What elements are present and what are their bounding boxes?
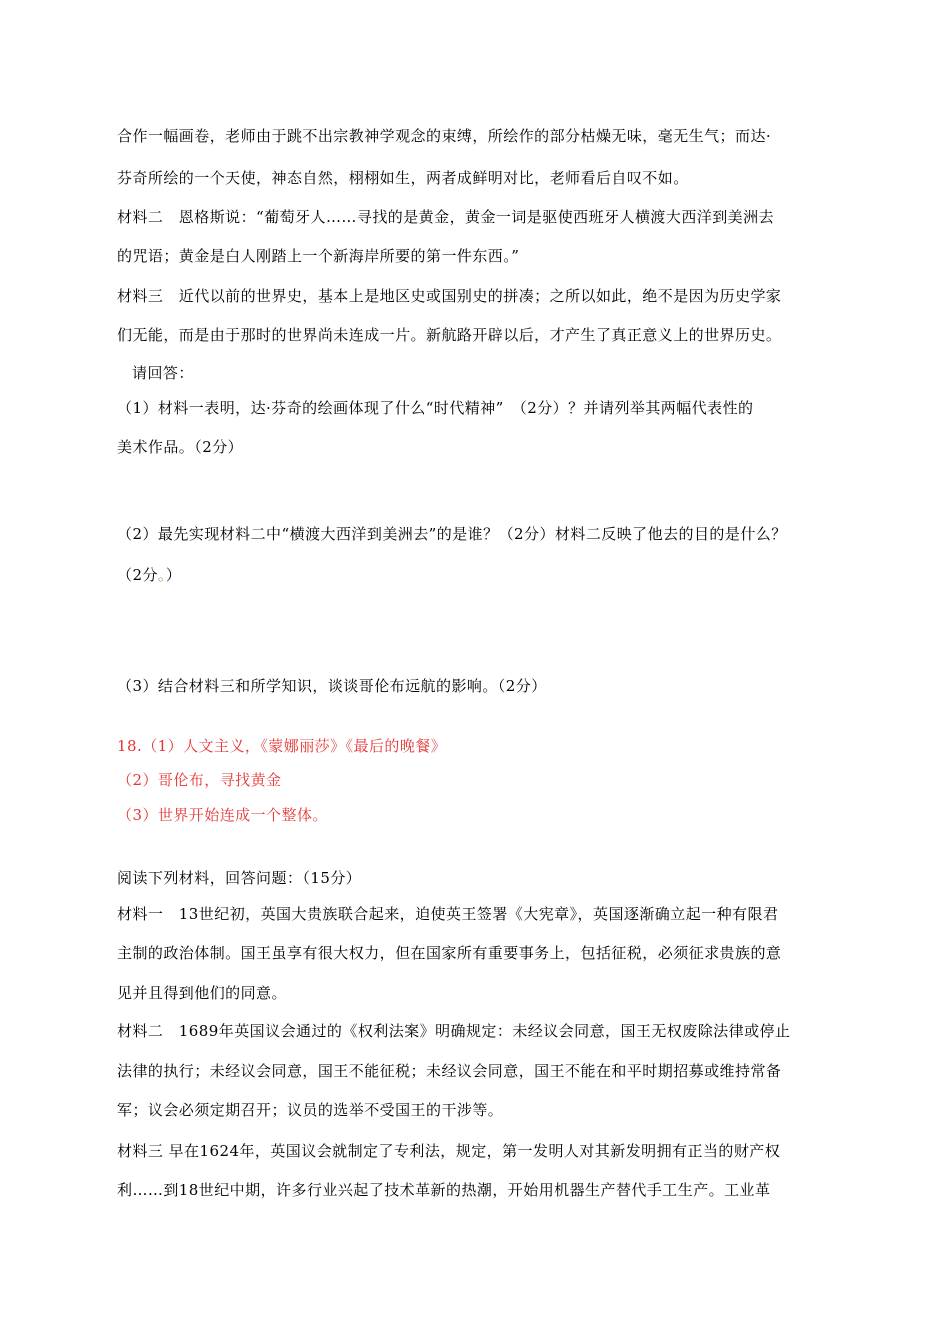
material-text-line: 法律的执行；未经议会同意，国王不能征税；未经议会同意，国王不能在和平时期招募或维持常备 [117,1062,782,1080]
material-text-line: 材料二 1689年英国议会通过的《权利法案》明确规定：未经议会同意，国王无权废除法律或停止 [117,1022,791,1040]
question-3-line: （3）结合材料三和所学知识，谈谈哥伦布远航的影响。（2分） [117,677,547,695]
question-1-line: 美术作品。（2分） [117,438,244,456]
material-three-line: 们无能，而是由于那时的世界尚未连成一片。新航路开辟以后，才产生了真正意义上的世界历史。 [117,326,782,344]
material-text-line: 军；议会必须定期召开；议员的选举不受国王的干涉等。 [117,1101,504,1119]
material-text-line: 芬奇所绘的一个天使，神态自然，栩栩如生，两者成鲜明对比，老师看后自叹不如。 [117,169,689,187]
material-two-line: 的咒语；黄金是白人刚踏上一个新海岸所要的第一件东西。” [117,247,520,265]
answer-line: 18.（1）人文主义，《蒙娜丽莎》《最后的晚餐》 [117,737,447,755]
question-2-text-end: ） [165,566,182,584]
answer-line: （3）世界开始连成一个整体。 [117,806,328,824]
material-text-line: 材料三 早在1624年，英国议会就制定了专利法，规定，第一发明人对其新发明拥有正当的财产权 [117,1142,781,1160]
material-three-line: 材料三 近代以前的世界史，基本上是地区史或国别史的拼凑；之所以如此，绝不是因为历史学家 [117,287,782,305]
material-text-line: 合作一幅画卷，老师由于跳不出宗教神学观念的束缚，所绘作的部分枯燥无味，毫无生气；而达· [117,127,772,145]
stray-mark: 。 [157,566,166,584]
material-text-line: 材料一 13世纪初，英国大贵族联合起来，迫使英王签署《大宪章》，英国逐渐确立起一种有限君 [117,905,779,923]
material-two-line: 材料二 恩格斯说：“葡萄牙人……寻找的是黄金，黄金一词是驱使西班牙人横渡大西洋到美洲去 [117,208,775,226]
question-2-line: （2）最先实现材料二中“横渡大西洋到美洲去”的是谁？（2分）材料二反映了他去的目的是什么？ [117,525,787,543]
material-text-line: 利……到18世纪中期，许多行业兴起了技术革新的热潮，开始用机器生产替代手工生产。工业革 [117,1181,771,1199]
section-heading: 阅读下列材料，回答问题：（15分） [117,869,362,887]
material-text-line: 见并且得到他们的同意。 [117,984,287,1002]
material-text-line: 主制的政治体制。国王虽享有很大权力，但在国家所有重要事务上，包括征税，必须征求贵族的意 [117,944,782,962]
answer-line: （2）哥伦布，寻找黄金 [117,771,282,789]
question-2-text: （2分 [117,566,158,584]
question-2-line [117,565,181,585]
question-prompt: 请回答： [132,364,194,382]
question-1-line: （1）材料一表明，达·芬奇的绘画体现了什么“时代精神” （2分）？并请列举其两幅代表性的 [117,399,754,417]
